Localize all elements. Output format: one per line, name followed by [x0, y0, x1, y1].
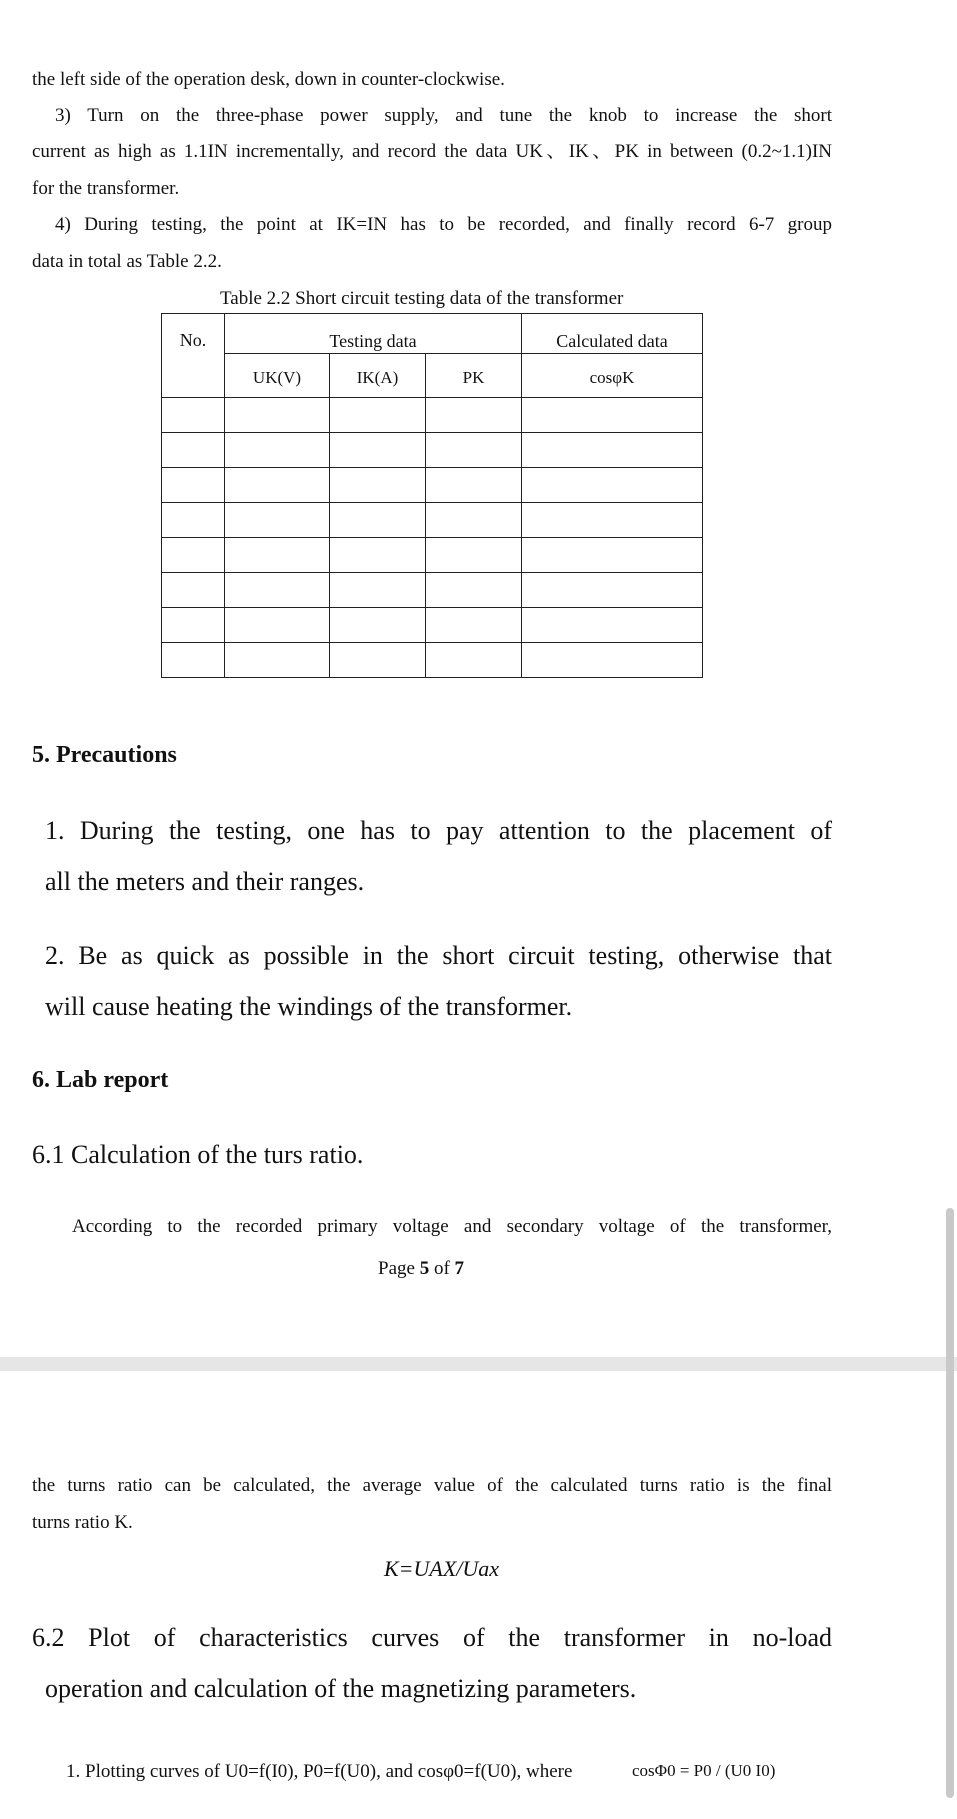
table-cell: [225, 608, 330, 643]
table-row: [162, 468, 703, 503]
table-cell: [426, 573, 522, 608]
step4-line: data in total as Table 2.2.: [32, 251, 222, 272]
table-cell: [330, 643, 426, 678]
footer-of-word: of: [433, 1258, 450, 1279]
table-cell: [522, 503, 703, 538]
table-cell: [426, 538, 522, 573]
table-row: [162, 398, 703, 433]
list-item-1: 1. Plotting curves of U0=f(I0), P0=f(U0), and cosφ0=f(U0), where: [66, 1761, 573, 1782]
text-line: turns ratio K.: [32, 1512, 133, 1533]
table-row: [162, 538, 703, 573]
table-cell: [330, 538, 426, 573]
table-cell: [162, 643, 225, 678]
section-6-2-heading-line: operation and calculation of the magnetizing parameters.: [45, 1674, 637, 1703]
table-subheader-uk: UK(V): [225, 354, 330, 398]
table-cell: [426, 433, 522, 468]
table-cell: [522, 608, 703, 643]
table-cell: [426, 468, 522, 503]
turns-ratio-formula: K=UAX/Uax: [384, 1556, 500, 1581]
paragraph-6-1-line: According to the recorded primary voltage and secondary voltage of the transformer,: [72, 1216, 832, 1237]
table-row: [162, 643, 703, 678]
table-cell: [426, 398, 522, 433]
table-row: [162, 573, 703, 608]
table-header-testing-data: Testing data: [225, 314, 522, 354]
table-cell: [162, 433, 225, 468]
page-separator: [0, 1357, 957, 1371]
table-cell: [330, 433, 426, 468]
text-line: the left side of the operation desk, down in counter-clockwise.: [32, 69, 505, 90]
table-row: [162, 433, 703, 468]
table-header-no: No.: [162, 314, 225, 398]
table-cell: [225, 468, 330, 503]
table-cell: [522, 643, 703, 678]
step3-line: 3) Turn on the three-phase power supply, and tune the knob to increase the short: [55, 105, 832, 126]
table-cell: [426, 643, 522, 678]
table-caption: Table 2.2 Short circuit testing data of the transformer: [220, 288, 624, 309]
vertical-scrollbar[interactable]: [946, 1208, 954, 1798]
table-cell: [426, 608, 522, 643]
table-cell: [225, 538, 330, 573]
step3-line: for the transformer.: [32, 178, 180, 199]
step3-line: current as high as 1.1IN incrementally, and record the data UK、IK、PK in between (0.2~1.1)IN: [32, 141, 832, 162]
table-cell: [522, 468, 703, 503]
table-cell: [522, 433, 703, 468]
table-cell: [162, 608, 225, 643]
table-cell: [225, 398, 330, 433]
cos-phi-formula: cosΦ0 = P0 / (U0 I0): [632, 1761, 776, 1780]
table-cell: [330, 503, 426, 538]
table-cell: [162, 573, 225, 608]
table-cell: [330, 468, 426, 503]
table-row: [162, 608, 703, 643]
table-cell: [522, 538, 703, 573]
short-circuit-data-table: [161, 313, 703, 678]
table-cell: [225, 643, 330, 678]
table-subheader-cos: cosφK: [522, 354, 703, 398]
footer-page-word: Page: [378, 1258, 415, 1279]
step4-line: 4) During testing, the point at IK=IN has to be recorded, and finally record 6-7 group: [55, 214, 832, 235]
table-cell: [225, 503, 330, 538]
table-cell: [162, 538, 225, 573]
table-cell: [225, 573, 330, 608]
section-5-heading: 5. Precautions: [32, 742, 177, 768]
table-cell: [330, 573, 426, 608]
table-cell: [162, 503, 225, 538]
table-subheader-pk: PK: [426, 354, 522, 398]
table-row: [162, 503, 703, 538]
table-cell: [426, 503, 522, 538]
precaution-2-line: 2. Be as quick as possible in the short circuit testing, otherwise that: [45, 941, 832, 970]
text-line: the turns ratio can be calculated, the average value of the calculated turns ratio is the final: [32, 1475, 832, 1496]
document-page-6: [0, 1371, 957, 1819]
table-cell: [330, 398, 426, 433]
footer-page-number: 5: [419, 1258, 430, 1279]
table-cell: [225, 433, 330, 468]
precaution-1-line: 1. During the testing, one has to pay attention to the placement of: [45, 816, 832, 845]
precaution-2-line: will cause heating the windings of the transformer.: [45, 992, 573, 1021]
footer-page-total: 7: [454, 1258, 465, 1279]
table-cell: [522, 398, 703, 433]
table-cell: [522, 573, 703, 608]
section-6-2-heading-line: 6.2 Plot of characteristics curves of the transformer in no-load: [32, 1623, 832, 1652]
precaution-1-line: all the meters and their ranges.: [45, 867, 365, 896]
table-header-calculated-data: Calculated data: [522, 314, 703, 354]
table-subheader-ik: IK(A): [330, 354, 426, 398]
table-cell: [162, 468, 225, 503]
table-cell: [162, 398, 225, 433]
section-6-heading: 6. Lab report: [32, 1067, 169, 1093]
page-footer: [378, 1257, 464, 1281]
section-6-1-heading: 6.1 Calculation of the turs ratio.: [32, 1140, 364, 1169]
table-cell: [330, 608, 426, 643]
